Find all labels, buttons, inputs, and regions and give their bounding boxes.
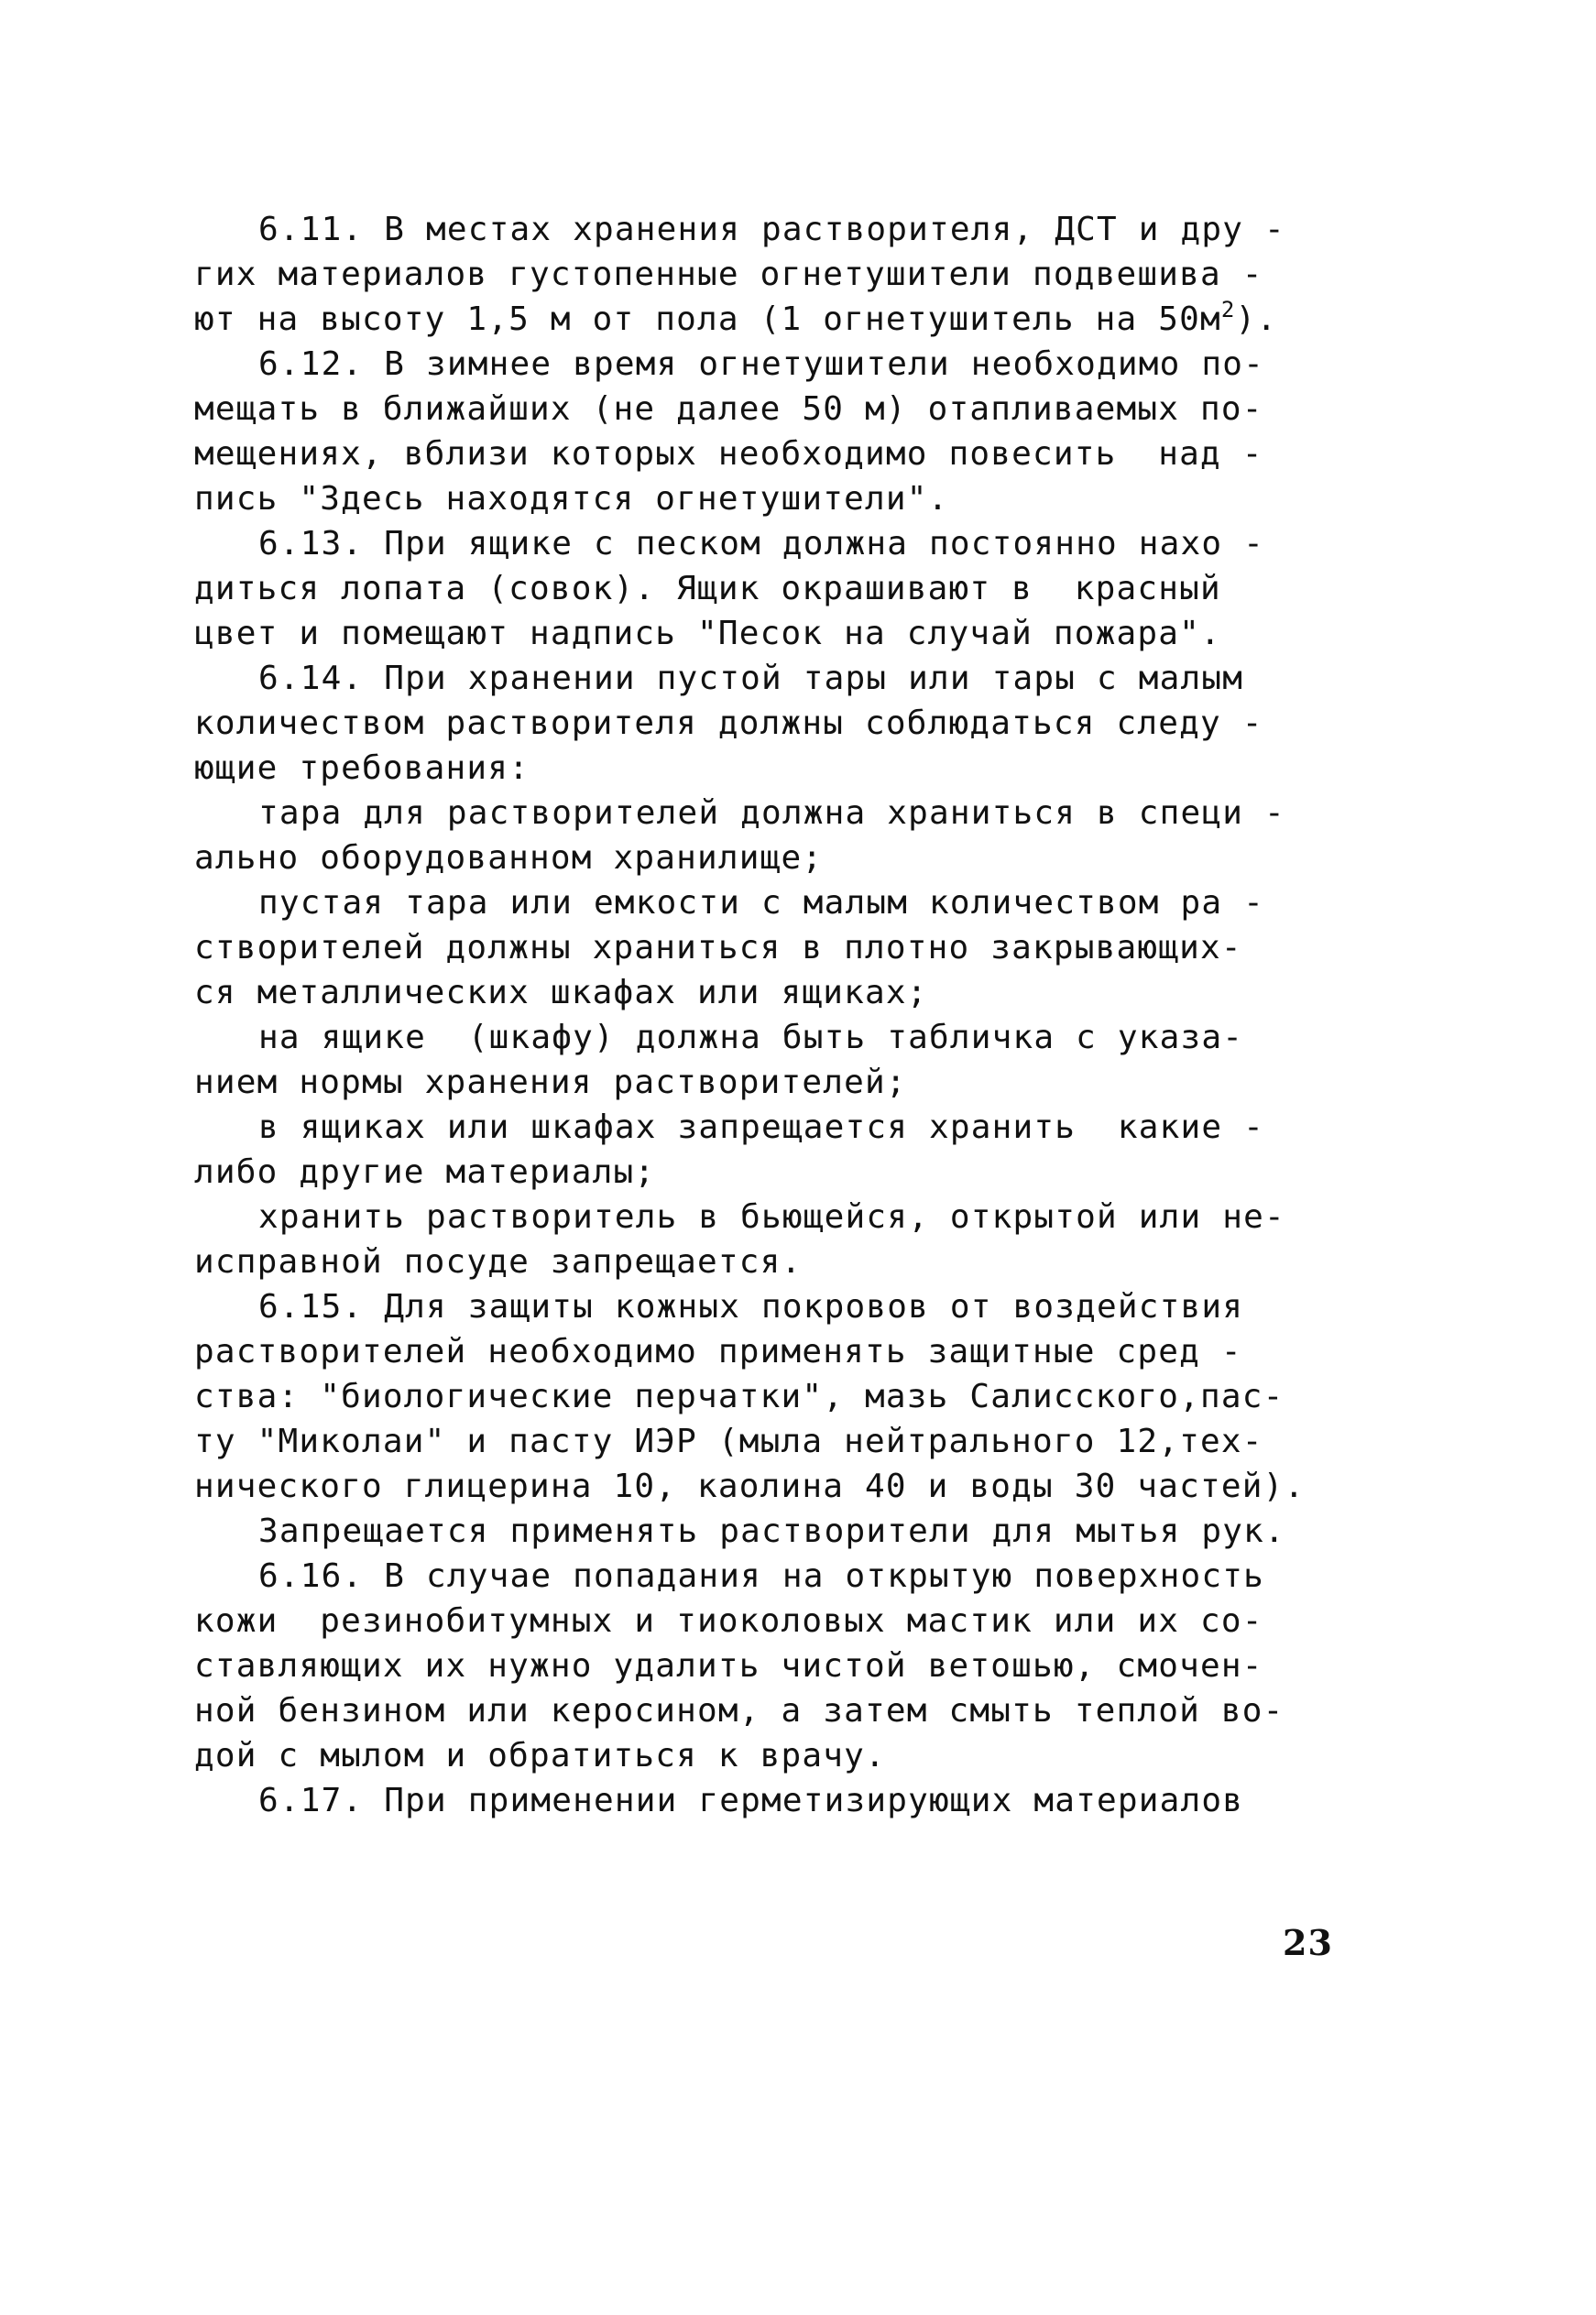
text-line [194,1509,1376,1554]
text-line-content: количеством растворителя должны соблюдаться следу - [194,704,1263,742]
text-line [194,1150,1376,1195]
text-line-content: пись "Здесь находятся огнетушители". [194,480,949,518]
text-line-content: исправной посуде запрещается. [194,1243,803,1281]
text-line-content: нического глицерина 10, каолина 40 и воды 30 частей). [194,1468,1306,1505]
text-line [194,1464,1376,1509]
text-line-content: створителей должны храниться в плотно закрывающих- [194,929,1242,966]
text-line-content: 6.15. Для защиты кожных покровов от воздействия [258,1288,1244,1326]
text-line [194,925,1376,970]
text-line [194,1733,1376,1778]
text-line [194,1374,1376,1419]
text-line [194,1554,1376,1599]
text-line-content: диться лопата (совок). Ящик окрашивают в красный [194,570,1221,607]
text-line-content: мещать в ближайших (не далее 50 м) отапливаемых по- [194,390,1263,428]
text-line [194,835,1376,880]
text-line-content: пустая тара или емкости с малым количеством ра - [258,884,1264,922]
text-line-tail: ). [1235,300,1278,338]
text-line [194,521,1376,566]
text-line-content: ставляющих их нужно удалить чистой ветошью, смочен- [194,1647,1263,1685]
text-line [194,1599,1376,1643]
text-line-content: дой с мылом и обратиться к врачу. [194,1737,886,1774]
text-line-content: растворителей необходимо применять защитные сред - [194,1333,1242,1370]
text-line [194,566,1376,611]
text-line-content: в ящиках или шкафах запрещается хранить какие - [258,1108,1264,1146]
text-line-content: ют на высоту 1,5 м от пола (1 огнетушитель на 50м [194,300,1221,338]
text-line-content: гих материалов густопенные огнетушители подвешива - [194,256,1263,293]
text-line [194,1643,1376,1688]
text-line-content: Запрещается применять растворители для мытья рук. [258,1512,1285,1550]
text-line-content: 6.14. При хранении пустой тары или тары с малым [258,660,1244,697]
text-line-content: 6.16. В случае попадания на открытую поверхность [258,1557,1264,1595]
text-line-content: либо другие материалы; [194,1153,656,1191]
text-line-content: ной бензином или керосином, а затем смыть теплой во- [194,1692,1284,1730]
text-line [194,1015,1376,1060]
text-line-content: мещениях, вблизи которых необходимо повесить над - [194,435,1263,473]
text-line [194,1239,1376,1284]
text-line [194,476,1376,521]
text-line-content: цвет и помещают надпись "Песок на случай пожара". [194,615,1221,652]
text-line [194,207,1376,252]
text-line-content: нием нормы хранения растворителей; [194,1064,907,1101]
text-line [194,1060,1376,1105]
superscript: 2 [1220,297,1236,322]
text-line-content: ства: "биологические перчатки", мазь Салисского,пас- [194,1378,1284,1415]
text-line [194,880,1376,925]
text-line-content: тара для растворителей должна храниться в специ - [258,794,1285,832]
text-line [194,1419,1376,1464]
text-line [194,1105,1376,1150]
text-line-content: 6.17. При применении герметизирующих материалов [258,1782,1244,1819]
text-line [194,1195,1376,1239]
text-line [194,431,1376,476]
text-line-content: кожи резинобитумных и тиоколовых мастик или их со- [194,1602,1263,1640]
text-line [194,1284,1376,1329]
text-line-content: хранить растворитель в бьющейся, открытой или не- [258,1198,1285,1236]
text-line [194,701,1376,746]
text-line-content: ся металлических шкафах или ящиках; [194,974,928,1011]
text-line [194,1688,1376,1733]
text-line [194,252,1376,297]
text-line [194,1778,1376,1823]
text-line [194,1329,1376,1374]
page-number: 23 [1283,1922,1333,1963]
text-line-content: на ящике (шкафу) должна быть табличка с указа- [258,1019,1244,1056]
text-line-content: 6.11. В местах хранения растворителя, ДСТ и дру - [258,211,1285,248]
text-line [194,746,1376,791]
text-line [194,342,1376,387]
text-line-content: 6.12. В зимнее время огнетушители необходимо по- [258,345,1264,383]
text-line [194,791,1376,835]
text-line-content: ально оборудованном хранилище; [194,839,824,877]
text-line [194,387,1376,431]
text-line [194,611,1376,656]
text-line-content: 6.13. При ящике с песком должна постоянно нахо - [258,525,1264,562]
text-line [194,656,1376,701]
text-line [194,297,1376,342]
body-text [194,207,1376,1823]
text-line-content: ту "Миколаи" и пасту ИЭР (мыла нейтрального 12,тех- [194,1423,1263,1460]
text-line [194,970,1376,1015]
text-line-content: ющие требования: [194,749,530,787]
